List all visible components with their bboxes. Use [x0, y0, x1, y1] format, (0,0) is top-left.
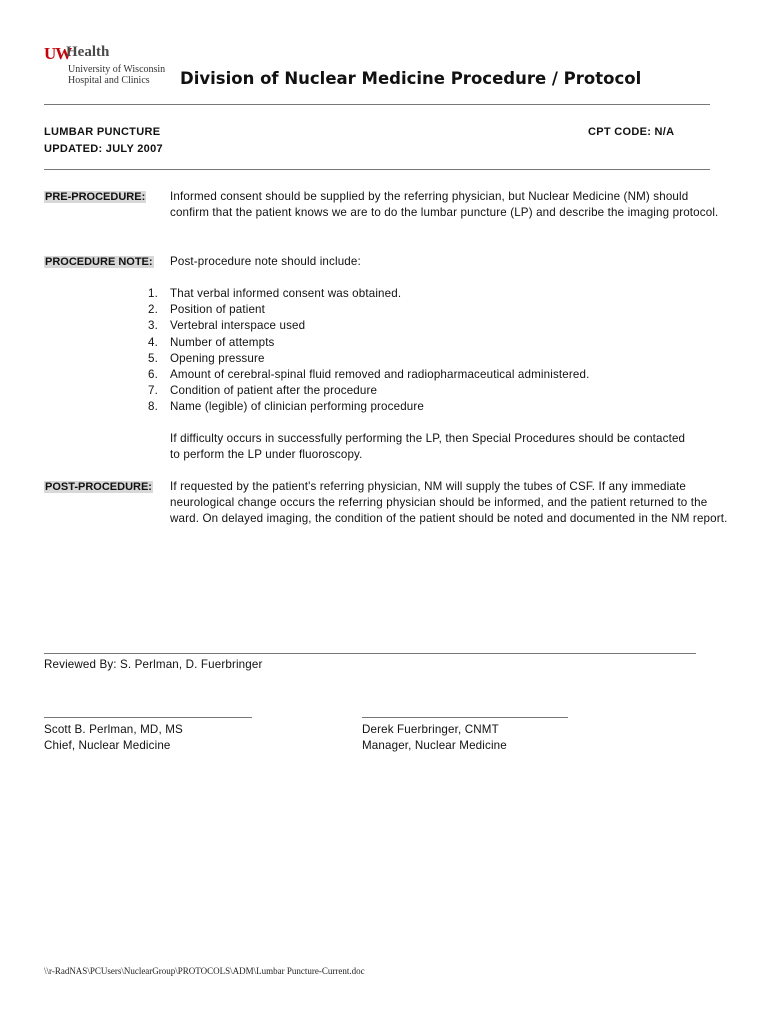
list-item: 4. Number of attempts: [148, 335, 275, 349]
signer-2-name: Derek Fuerbringer, CNMT: [362, 723, 499, 736]
logo-line2: Hospital and Clinics: [68, 75, 150, 86]
procedure-note-label: PROCEDURE NOTE:: [45, 256, 153, 268]
list-item: 7. Condition of patient after the procedure: [148, 384, 378, 398]
signer-1-name: Scott B. Perlman, MD, MS: [44, 723, 183, 736]
procedure-name: LUMBAR PUNCTURE: [44, 126, 161, 138]
updated-date: UPDATED: JULY 2007: [44, 143, 163, 155]
procedure-note-list: [136, 286, 589, 416]
list-item: 5. Opening pressure: [148, 351, 265, 365]
post-procedure-label: POST-PROCEDURE:: [45, 481, 152, 493]
procedure-note-intro: Post-procedure note should include:: [170, 255, 361, 268]
difficulty-note: If difficulty occurs in successfully performing the LP, then Special Procedures should be contacted to perform the LP under fluoroscopy.: [170, 432, 686, 462]
meta-divider: [44, 169, 710, 170]
reviewed-by: Reviewed By: S. Perlman, D. Fuerbringer: [44, 658, 263, 671]
signer-2-title: Manager, Nuclear Medicine: [362, 739, 507, 752]
list-item: 2. Position of patient: [148, 303, 266, 317]
list-item: 6. Amount of cerebral-spinal fluid removed and radiopharmaceutical administered.: [148, 368, 590, 382]
logo-line1: University of Wisconsin: [68, 64, 166, 75]
post-procedure-text: If requested by the patient's referring physician, NM will supply the tubes of CSF. If any immediate neurological change occurs the referring physician should be informed, and the patient returned to the ward. On delayed imaging, the condition of the patient should be noted and documented in the NM report.: [170, 480, 728, 526]
list-item: 3. Vertebral interspace used: [148, 319, 306, 333]
page-title: Division of Nuclear Medicine Procedure / Protocol: [180, 69, 642, 88]
signature-line-2: [362, 717, 568, 718]
signature-line-1: [44, 717, 252, 718]
signer-1-title: Chief, Nuclear Medicine: [44, 739, 171, 752]
cpt-code: CPT CODE: N/A: [588, 126, 675, 138]
review-divider: [44, 653, 696, 654]
pre-procedure-label: PRE-PROCEDURE:: [45, 191, 146, 203]
file-path-footer: \\r-RadNAS\PCUsers\NuclearGroup\PROTOCOLS\ADM\Lumbar Puncture-Current.doc: [44, 966, 365, 976]
logo-uw: UW: [44, 44, 72, 63]
list-item: 1. That verbal informed consent was obtained.: [148, 287, 402, 300]
list-item: 8. Name (legible) of clinician performing procedure: [148, 400, 425, 414]
header-divider: [44, 104, 710, 105]
uw-health-logo: [44, 44, 164, 88]
logo-health: Health: [66, 44, 110, 60]
pre-procedure-text: Informed consent should be supplied by the referring physician, but Nuclear Medicine (NM) should confirm that the patient knows we are to do the lumbar puncture (LP) and describe the imaging protocol.: [170, 190, 719, 220]
